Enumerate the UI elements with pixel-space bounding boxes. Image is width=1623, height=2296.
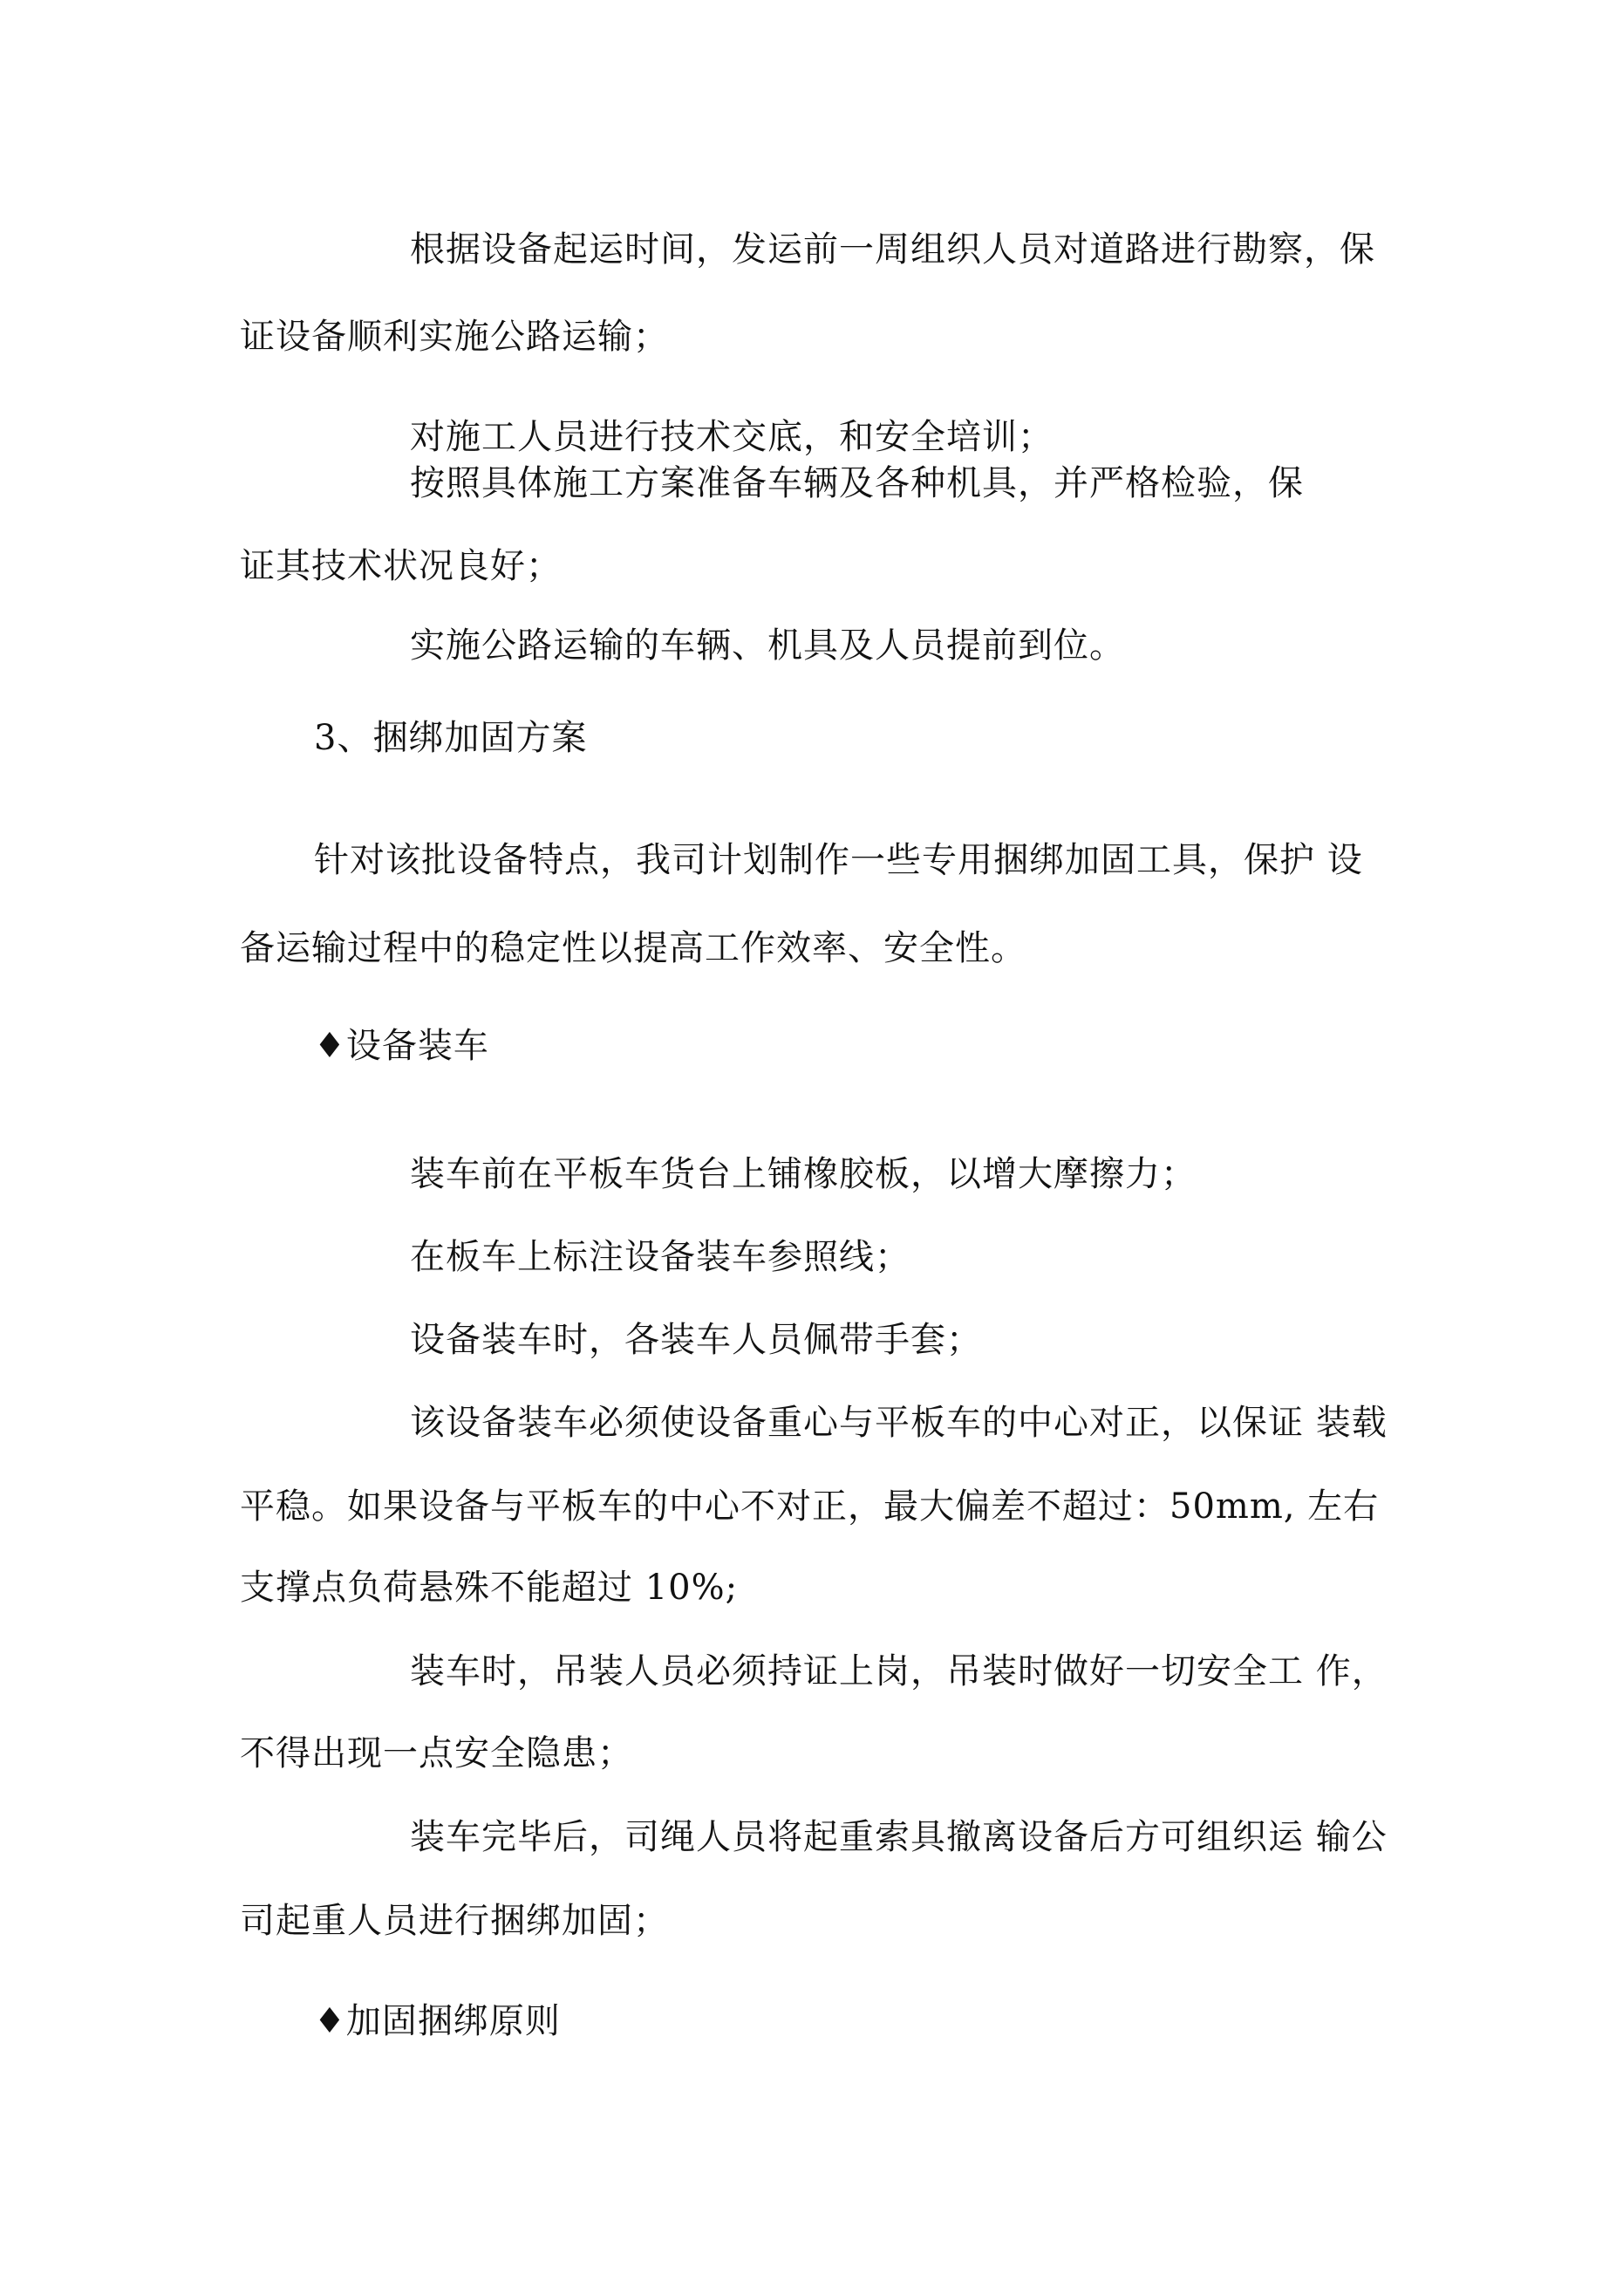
paragraph-line: 证其技术状况良好；	[240, 546, 562, 586]
paragraph-line: 平稳。如果设备与平板车的中心不对正，最大偏差不超过：50mm, 左右	[240, 1486, 1380, 1527]
subheading-reinforcement-principles: ♦加固捆绑原则	[314, 2001, 561, 2041]
paragraph-line: 支撑点负荷悬殊不能超过 10%;	[240, 1568, 739, 1608]
paragraph-line: 装车前在平板车货台上铺橡胶板，以增大摩擦力；	[410, 1154, 1197, 1194]
paragraph-line: 证设备顺利实施公路运输；	[240, 317, 669, 357]
paragraph-line: 按照具体施工方案准备车辆及各种机具，并严格检验，保	[410, 463, 1304, 503]
paragraph-line: 对施工人员进行技术交底，和安全培训；	[410, 417, 1054, 457]
paragraph-line: 该设备装车必须使设备重心与平板车的中心对正，以保证 装载	[410, 1403, 1388, 1443]
paragraph-line: 装车完毕后，司绳人员将起重索具撤离设备后方可组织运 输公	[410, 1817, 1388, 1857]
paragraph-line: 装车时，吊装人员必须持证上岗，吊装时做好一切安全工 作，	[410, 1651, 1388, 1691]
paragraph-line: 备运输过程中的稳定性以提高工作效率、安全性。	[240, 928, 1026, 968]
section-heading: 3、捆绑加固方案	[314, 718, 588, 758]
paragraph-line: 设备装车时，各装车人员佩带手套；	[410, 1320, 982, 1360]
paragraph-line: 在板车上标注设备装车参照线；	[410, 1237, 910, 1277]
subheading-equipment-loading: ♦设备装车	[314, 1026, 489, 1066]
paragraph-line: 实施公路运输的车辆、机具及人员提前到位。	[410, 625, 1125, 666]
paragraph-line: 不得出现一点安全隐患；	[240, 1733, 633, 1773]
paragraph-line: 针对该批设备特点，我司计划制作一些专用捆绑加固工具，保护 设	[314, 840, 1363, 880]
paragraph-line: 根据设备起运时间，发运前一周组织人员对道路进行勘察，保	[410, 229, 1375, 270]
paragraph-line: 司起重人员进行捆绑加固；	[240, 1901, 669, 1941]
